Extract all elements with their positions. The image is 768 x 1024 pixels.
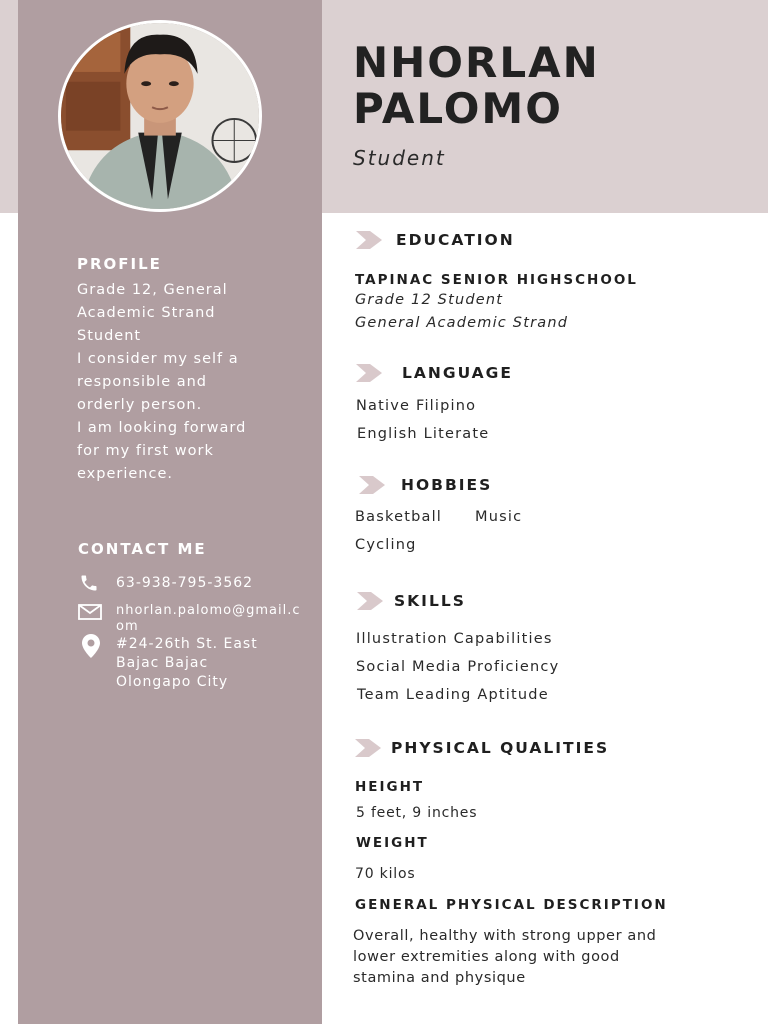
profile-line: orderly person. [77, 397, 203, 413]
hobby-item: Cycling [355, 537, 417, 553]
education-strand: General Academic Strand [355, 315, 569, 331]
email-line: om [116, 619, 139, 634]
phone-icon [78, 573, 104, 595]
skills-section-header [357, 592, 466, 610]
weight-value: 70 kilos [355, 866, 416, 882]
profile-line: Academic Strand [77, 305, 216, 321]
physical-heading: PHYSICAL QUALITIES [391, 739, 610, 757]
skill-item: Illustration Capabilities [356, 631, 553, 647]
address-line: #24-26th St. East [116, 636, 258, 652]
envelope-icon [78, 604, 104, 626]
chevron-right-icon [357, 592, 383, 610]
hobby-item: Music [475, 509, 523, 525]
profile-text [77, 279, 277, 486]
education-level: Grade 12 Student [355, 292, 504, 308]
height-label: HEIGHT [355, 779, 425, 795]
email-line: nhorlan.palomo@gmail.c [116, 603, 301, 618]
school-name: TAPINAC SENIOR HIGHSCHOOL [355, 272, 638, 288]
description-line: lower extremities along with good [353, 949, 620, 965]
chevron-right-icon [356, 231, 382, 249]
height-value: 5 feet, 9 inches [356, 805, 478, 821]
language-item: Native Filipino [356, 398, 477, 414]
general-description [353, 926, 673, 989]
profile-line: Student [77, 328, 142, 344]
physical-section-header [355, 739, 609, 757]
address-line: Olongapo City [116, 674, 229, 690]
skills-heading: SKILLS [394, 592, 466, 610]
profile-line: for my first work [77, 443, 214, 459]
description-line: stamina and physique [353, 970, 526, 986]
chevron-right-icon [359, 476, 385, 494]
address [116, 635, 258, 692]
profile-photo [58, 20, 262, 212]
email-address[interactable] [116, 603, 301, 635]
hobbies-heading: HOBBIES [401, 476, 493, 494]
skill-item: Social Media Proficiency [356, 659, 560, 675]
description-line: Overall, healthy with strong upper and [353, 928, 657, 944]
profile-line: I am looking forward [77, 420, 247, 436]
general-description-label: GENERAL PHYSICAL DESCRIPTION [355, 897, 668, 913]
candidate-role: Student [353, 146, 446, 170]
first-name: NHORLAN [353, 38, 600, 87]
profile-line: responsible and [77, 374, 208, 390]
language-heading: LANGUAGE [402, 364, 513, 382]
weight-label: WEIGHT [356, 835, 429, 851]
skill-item: Team Leading Aptitude [357, 687, 549, 703]
map-pin-icon [82, 634, 108, 656]
profile-heading: PROFILE [77, 255, 162, 273]
last-name: PALOMO [353, 84, 563, 133]
candidate-name [353, 40, 600, 132]
profile-line: I consider my self a [77, 351, 239, 367]
education-section-header [356, 231, 515, 249]
chevron-right-icon [356, 364, 382, 382]
language-section-header [356, 364, 513, 382]
profile-line: experience. [77, 466, 173, 482]
phone-number[interactable]: 63-938-795-3562 [116, 575, 254, 591]
hobby-item: Basketball [355, 509, 443, 525]
profile-line: Grade 12, General [77, 282, 228, 298]
address-line: Bajac Bajac [116, 655, 209, 671]
chevron-right-icon [355, 739, 381, 757]
language-item: English Literate [357, 426, 490, 442]
hobbies-section-header [359, 476, 492, 494]
education-heading: EDUCATION [396, 231, 515, 249]
contact-heading: CONTACT ME [78, 540, 207, 558]
